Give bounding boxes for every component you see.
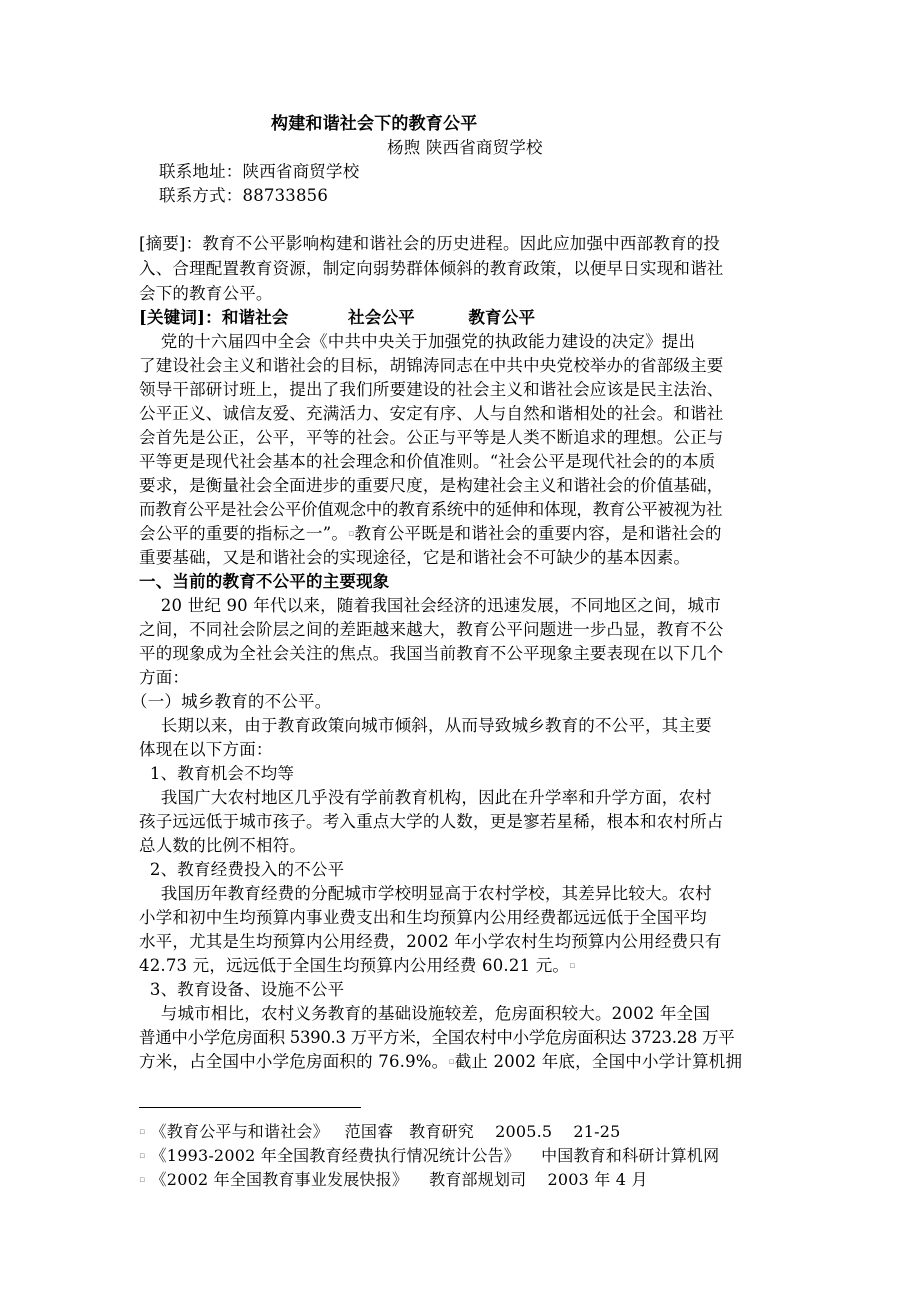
intro-line-with-footnote [139, 522, 779, 546]
section-para-line: 20 世纪 90 年代以来，随着我国社会经济的迅速发展，不同地区之间，城市 [139, 596, 721, 615]
footnote-marker-icon: ▫ [348, 529, 355, 539]
section-para-line: 之间，不同社会阶层之间的差距越来越大，教育公平问题进一步凸显，教育不公 [139, 620, 724, 639]
item-para-line-with-footnote [139, 954, 779, 978]
intro-text: 会公平的重要的指标之一”。 [139, 524, 349, 543]
item-heading: 3、教育设备、设施不公平 [139, 980, 345, 999]
doc-title: 构建和谐社会下的教育公平 [271, 114, 478, 134]
intro-line: 重要基础，又是和谐社会的实现途径，它是和谐社会不可缺少的基本因素。 [139, 548, 691, 567]
item-para-line: 我国广大农村地区几乎没有学前教育机构，因此在升学率和升学方面，农村 [139, 788, 712, 807]
subsection-para-line: 长期以来，由于教育政策向城市倾斜，从而导致城乡教育的不公平，其主要 [139, 716, 712, 735]
item-para-line: 与城市相比，农村义务教育的基础设施较差，危房面积较大。2002 年全国 [139, 1004, 711, 1023]
item-para-line: 总人数的比例不相符。 [139, 836, 306, 855]
intro-text: 教育公平既是和谐社会的重要内容，是和谐社会的 [354, 524, 722, 543]
footnote-marker-icon: ▫ [139, 1175, 146, 1185]
item-text: 方米，占全国中小学危房面积的 76.9%。 [139, 1052, 449, 1071]
item-text: 42.73 元，远远低于全国生均预算内公用经费 60.21 元。 [139, 956, 570, 975]
item-heading: 1、教育机会不均等 [139, 764, 295, 783]
section-para-line: 平的现象成为全社会关注的焦点。我国当前教育不公平现象主要表现在以下几个 [139, 644, 724, 663]
item-text: 截止 2002 年底，全国中小学计算机拥 [454, 1052, 743, 1071]
section-heading: 一、当前的教育不公平的主要现象 [139, 572, 390, 591]
footnote-marker-icon: ▫ [448, 1057, 455, 1067]
intro-line: 要求，是衡量社会全面进步的重要尺度，是构建社会主义和谐社会的价值基础， [139, 476, 724, 495]
footnote [139, 1120, 779, 1144]
intro-line: 平等更是现代社会基本的社会理念和价值准则。“社会公平是现代社会的的本质 [139, 452, 716, 471]
intro-line: 党的十六届四中全会《中共中央关于加强党的执政能力建设的决定》提出 [139, 332, 696, 351]
intro-line: 领导干部研讨班上，提出了我们所要建设的社会主义和谐社会应该是民主法治、 [139, 380, 724, 399]
footnote-text: 《2002 年全国教育事业发展快报》 教育部规划司 2003 年 4 月 [150, 1170, 648, 1189]
item-para-line: 小学和初中生均预算内事业费支出和生均预算内公用经费都远远低于全国平均 [139, 908, 707, 927]
intro-line: 而教育公平是社会公平价值观念中的教育系统中的延伸和体现，教育公平被视为社 [139, 500, 723, 519]
footnote [139, 1168, 779, 1192]
section-para-line: 方面： [139, 668, 190, 687]
footnote-marker-icon: ▫ [569, 961, 576, 971]
item-para-line: 我国历年教育经费的分配城市学校明显高于农村学校，其差异比较大。农村 [139, 884, 712, 903]
contact-phone: 联系方式：88733856 [159, 186, 329, 205]
footnote [139, 1144, 779, 1168]
abstract-line: 入、合理配置教育资源，制定向弱势群体倾斜的教育政策，以便早日实现和谐社 [139, 259, 724, 278]
footnote-separator [139, 1107, 361, 1108]
subsection-heading: （一）城乡教育的不公平。 [131, 692, 332, 711]
abstract-line: [摘要]：教育不公平影响构建和谐社会的历史进程。因此应加强中西部教育的投 [139, 234, 721, 253]
intro-line: 了建设社会主义和谐社会的目标，胡锦涛同志在中共中央党校举办的省部级主要 [139, 356, 724, 375]
subsection-para-line: 体现在以下方面： [139, 740, 273, 759]
author-line: 杨煦 陕西省商贸学校 [387, 138, 543, 157]
intro-line: 公平正义、诚信友爱、充满活力、安定有序、人与自然和谐相处的社会。和谐社 [139, 404, 724, 423]
contact-address: 联系地址：陕西省商贸学校 [159, 162, 360, 181]
item-para-line-with-footnote [139, 1050, 779, 1074]
item-para-line: 孩子远远低于城市孩子。考入重点大学的人数，更是寥若星稀，根本和农村所占 [139, 812, 724, 831]
footnote-text: 《教育公平与和谐社会》 范国睿 教育研究 2005.5 21-25 [150, 1122, 621, 1141]
item-heading: 2、教育经费投入的不公平 [139, 860, 345, 879]
footnote-text: 《1993-2002 年全国教育经费执行情况统计公告》 中国教育和科研计算机网 [150, 1146, 720, 1165]
item-para-line: 普通中小学危房面积 5390.3 万平方米，全国农村中小学危房面积达 3723.28 万平 [139, 1028, 735, 1047]
item-para-line: 水平，尤其是生均预算内公用经费，2002 年小学农村生均预算内公用经费只有 [139, 932, 722, 951]
keywords: [关键词]：和谐社会 社会公平 教育公平 [139, 308, 536, 327]
footnote-marker-icon: ▫ [139, 1127, 146, 1137]
abstract-line: 会下的教育公平。 [139, 284, 273, 303]
intro-line: 会首先是公正，公平，平等的社会。公正与平等是人类不断追求的理想。公正与 [139, 428, 724, 447]
footnote-marker-icon: ▫ [139, 1151, 146, 1161]
